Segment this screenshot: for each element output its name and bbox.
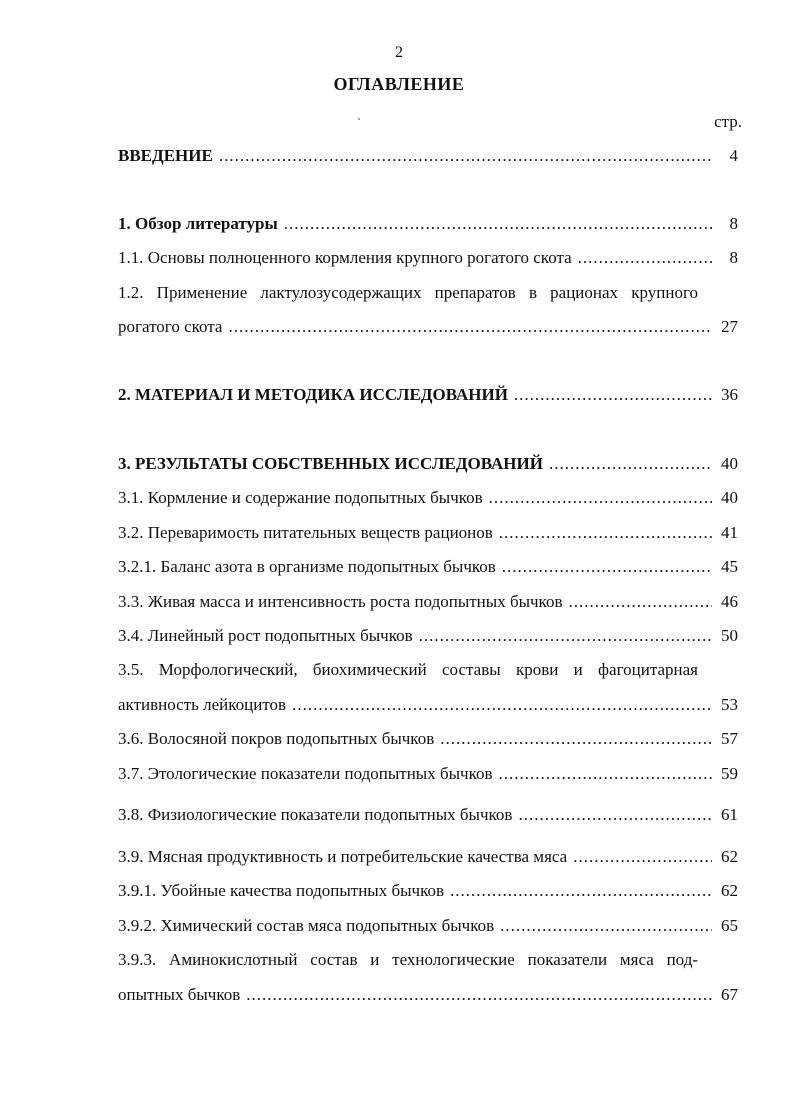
toc-entry-title-line1: 3.5. Морфологический, биохимический составы крови и фагоцитарная [118, 660, 698, 679]
toc-entry-title: 3.8. Физиологические показатели подопытных бычков [118, 805, 513, 824]
toc-entry-title: 3.9. Мясная продуктивность и потребительские качества мяса [118, 847, 568, 866]
scan-speck [358, 118, 360, 120]
toc-entry-title: 1.1. Основы полноценного кормления крупного рогатого скота [118, 248, 572, 267]
toc-entry-1-2[interactable] [118, 283, 698, 303]
toc-entry-3-1[interactable] [118, 488, 738, 508]
toc-entry-page: 36 [721, 385, 738, 404]
toc-entry-page: 8 [729, 214, 738, 233]
leader-dots [499, 764, 712, 784]
toc-entry-page: 27 [721, 317, 738, 336]
leader-dots [284, 214, 712, 234]
toc-entry-title: 1. Обзор литературы [118, 214, 278, 233]
toc-entry-title: 3. РЕЗУЛЬТАТЫ СОБСТВЕННЫХ ИССЛЕДОВАНИЙ [118, 454, 543, 473]
toc-entry-page: 67 [721, 985, 738, 1004]
toc-entry-3-9-2[interactable] [118, 916, 738, 936]
leader-dots [500, 916, 712, 936]
toc-entry-page: 57 [721, 729, 738, 748]
toc-entry-page: 50 [721, 626, 738, 645]
toc-entry-title: 3.9.1. Убойные качества подопытных бычков [118, 881, 445, 900]
leader-dots [246, 985, 712, 1005]
toc-entry-page: 40 [721, 454, 738, 473]
toc-entry-3-9-3[interactable] [118, 950, 698, 970]
toc-entry-3-3[interactable] [118, 592, 738, 612]
toc-entry-3-5[interactable] [118, 660, 698, 680]
leader-dots [489, 488, 712, 508]
toc-title: ОГЛАВЛЕНИЕ [333, 74, 465, 94]
toc-entry-title-line1: 3.9.3. Аминокислотный состав и технологические показатели мяса под- [118, 950, 698, 969]
toc-entry-3-6[interactable] [118, 729, 738, 749]
toc-entry-1[interactable] [118, 214, 738, 234]
leader-dots [573, 847, 712, 867]
toc-entry-title: ВВЕДЕНИЕ [118, 146, 213, 165]
toc-entry-3-4[interactable] [118, 626, 738, 646]
toc-entry-title: 3.6. Волосяной покров подопытных бычков [118, 729, 435, 748]
leader-dots [578, 248, 712, 268]
toc-entry-page: 62 [721, 881, 738, 900]
toc-entry-page: 62 [721, 847, 738, 866]
leader-dots [502, 557, 712, 577]
toc-entry-page: 53 [721, 695, 738, 714]
leader-dots [549, 454, 712, 474]
toc-entry-3-9-1[interactable] [118, 881, 738, 901]
toc-entry-page: 41 [721, 523, 738, 542]
page-number: 2 [395, 44, 403, 61]
toc-entry-page: 40 [721, 488, 738, 507]
leader-dots [440, 729, 712, 749]
toc-entry-3-9[interactable] [118, 847, 738, 867]
toc-entry-title: 3.2.1. Баланс азота в организме подопытных бычков [118, 557, 496, 576]
leader-dots [292, 695, 712, 715]
leader-dots [228, 317, 712, 337]
toc-entry-2[interactable] [118, 385, 738, 405]
toc-entry-title: 3.4. Линейный рост подопытных бычков [118, 626, 413, 645]
toc-entry-3-5-cont[interactable] [118, 695, 738, 715]
toc-entry-title: 3.3. Живая масса и интенсивность роста подопытных бычков [118, 592, 563, 611]
toc-entry-3-2[interactable] [118, 523, 738, 543]
leader-dots [219, 146, 712, 166]
leader-dots [514, 385, 712, 405]
toc-entry-page: 8 [729, 248, 738, 267]
toc-entry-title: рогатого скота [118, 317, 223, 336]
page-column-label: стр. [714, 112, 742, 131]
toc-entry-3-7[interactable] [118, 764, 738, 784]
leader-dots [419, 626, 712, 646]
toc-entry-3-2-1[interactable] [118, 557, 738, 577]
toc-entry-introduction[interactable] [118, 146, 738, 166]
toc-entry-page: 4 [729, 146, 738, 165]
toc-entry-title: 3.7. Этологические показатели подопытных бычков [118, 764, 493, 783]
toc-entry-1-2-cont[interactable] [118, 317, 738, 337]
toc-entry-1-1[interactable] [118, 248, 738, 268]
toc-entry-3-9-3-cont[interactable] [118, 985, 738, 1005]
toc-entry-page: 61 [721, 805, 738, 824]
leader-dots [450, 881, 712, 901]
toc-entry-3-8[interactable] [118, 805, 738, 825]
toc-entry-title: 3.1. Кормление и содержание подопытных бычков [118, 488, 483, 507]
leader-dots [568, 592, 712, 612]
toc-entry-page: 65 [721, 916, 738, 935]
toc-entry-title: активность лейкоцитов [118, 695, 287, 714]
toc-entry-page: 46 [721, 592, 738, 611]
toc-entry-3[interactable] [118, 454, 738, 474]
toc-entry-title: опытных бычков [118, 985, 241, 1004]
toc-entry-page: 59 [721, 764, 738, 783]
toc-entry-title: 3.2. Переваримость питательных веществ рационов [118, 523, 493, 542]
toc-entry-title: 2. МАТЕРИАЛ И МЕТОДИКА ИССЛЕДОВАНИЙ [118, 385, 508, 404]
leader-dots [499, 523, 712, 543]
leader-dots [518, 805, 712, 825]
toc-entry-page: 45 [721, 557, 738, 576]
toc-entry-title: 3.9.2. Химический состав мяса подопытных бычков [118, 916, 495, 935]
toc-entry-title-line1: 1.2. Применение лактулозусодержащих препаратов в рационах крупного [118, 283, 698, 302]
